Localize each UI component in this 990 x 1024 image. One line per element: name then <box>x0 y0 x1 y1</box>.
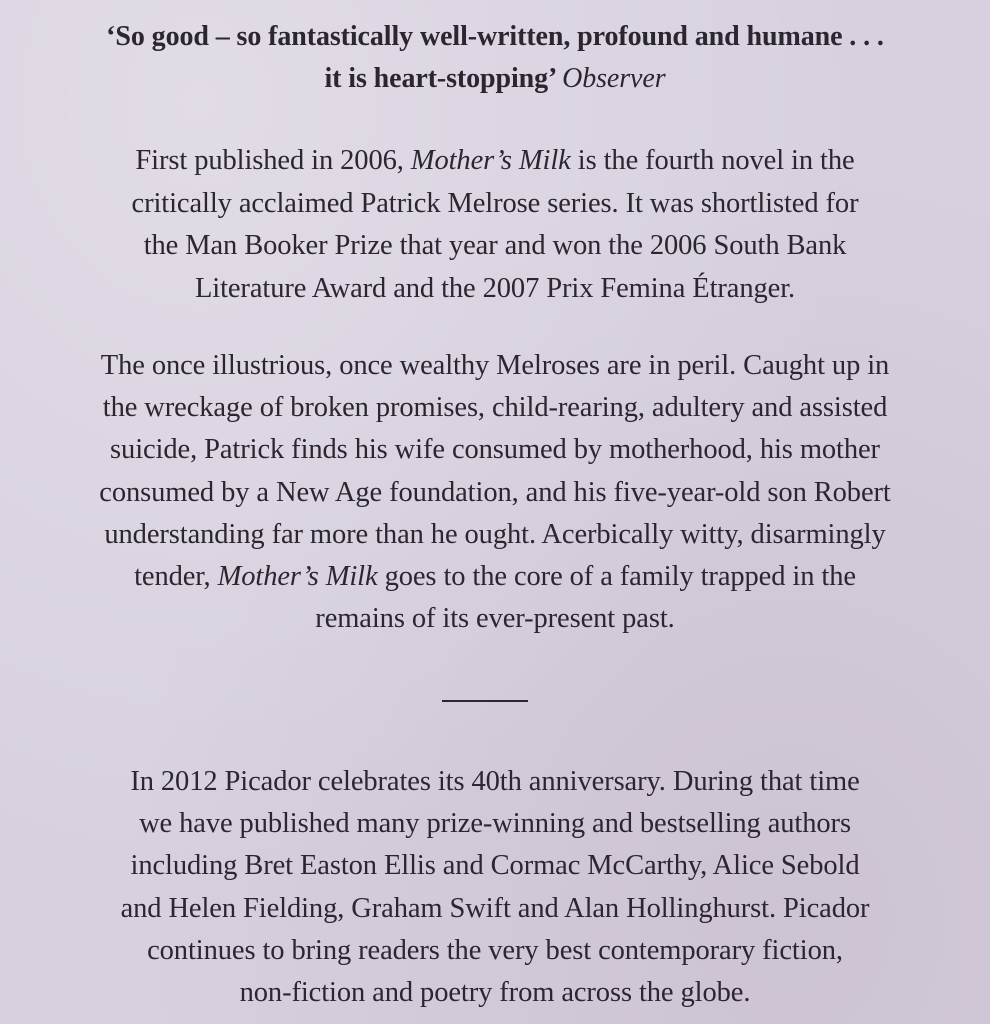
paragraph-line: remains of its ever-present past. <box>315 603 675 635</box>
book-title: Mother’s Milk <box>217 561 378 593</box>
paragraph-line: non-fiction and poetry from across the globe. <box>239 977 751 1009</box>
quote-text: it is heart-stopping’ <box>324 63 556 94</box>
paragraph-line: and Helen Fielding, Graham Swift and Alan Hollinghurst. Picador <box>120 892 870 924</box>
paragraph-line: Literature Award and the 2007 Prix Femina Étranger. <box>194 272 796 304</box>
text-fragment: is the fourth novel in the <box>577 145 855 176</box>
paragraph-line: critically acclaimed Patrick Melrose series. It was shortlisted for <box>131 187 859 219</box>
paragraph-line: consumed by a New Age foundation, and his five-year-old son Robert <box>99 476 891 508</box>
paragraph-line <box>0 140 990 183</box>
paragraph-line: In 2012 Picador celebrates its 40th anniversary. During that time <box>130 766 860 797</box>
paragraph-line: the wreckage of broken promises, child-rearing, adultery and assisted <box>102 392 888 424</box>
text-fragment: First published in 2006, <box>135 145 404 176</box>
quote-line: ‘So good – so fantastically well-written, profound and humane . . . <box>106 21 884 52</box>
quote-line <box>0 58 990 100</box>
text-fragment: goes to the core of a family trapped in the <box>384 561 856 593</box>
paragraph-line <box>0 556 990 598</box>
paragraph-line: understanding far more than he ought. Acerbically witty, disarmingly <box>104 518 886 550</box>
paragraph-line: including Bret Easton Ellis and Cormac McCarthy, Alice Sebold <box>130 850 860 882</box>
summary-paragraph <box>0 345 990 640</box>
paragraph-line: The once illustrious, once wealthy Melroses are in peril. Caught up in <box>100 350 890 381</box>
text-fragment: tender, <box>134 561 211 593</box>
intro-paragraph <box>0 140 990 310</box>
review-quote <box>0 16 990 100</box>
publisher-paragraph <box>0 761 990 1014</box>
paragraph-line: the Man Booker Prize that year and won the 2006 South Bank <box>143 230 847 261</box>
paragraph-line: continues to bring readers the very best contemporary fiction, <box>147 934 843 966</box>
paragraph-line: suicide, Patrick finds his wife consumed by motherhood, his mother <box>110 434 880 466</box>
paragraph-line: we have published many prize-winning and bestselling authors <box>139 808 851 840</box>
book-title: Mother’s Milk <box>410 145 571 176</box>
section-divider <box>442 700 528 702</box>
quote-source: Observer <box>562 63 666 94</box>
